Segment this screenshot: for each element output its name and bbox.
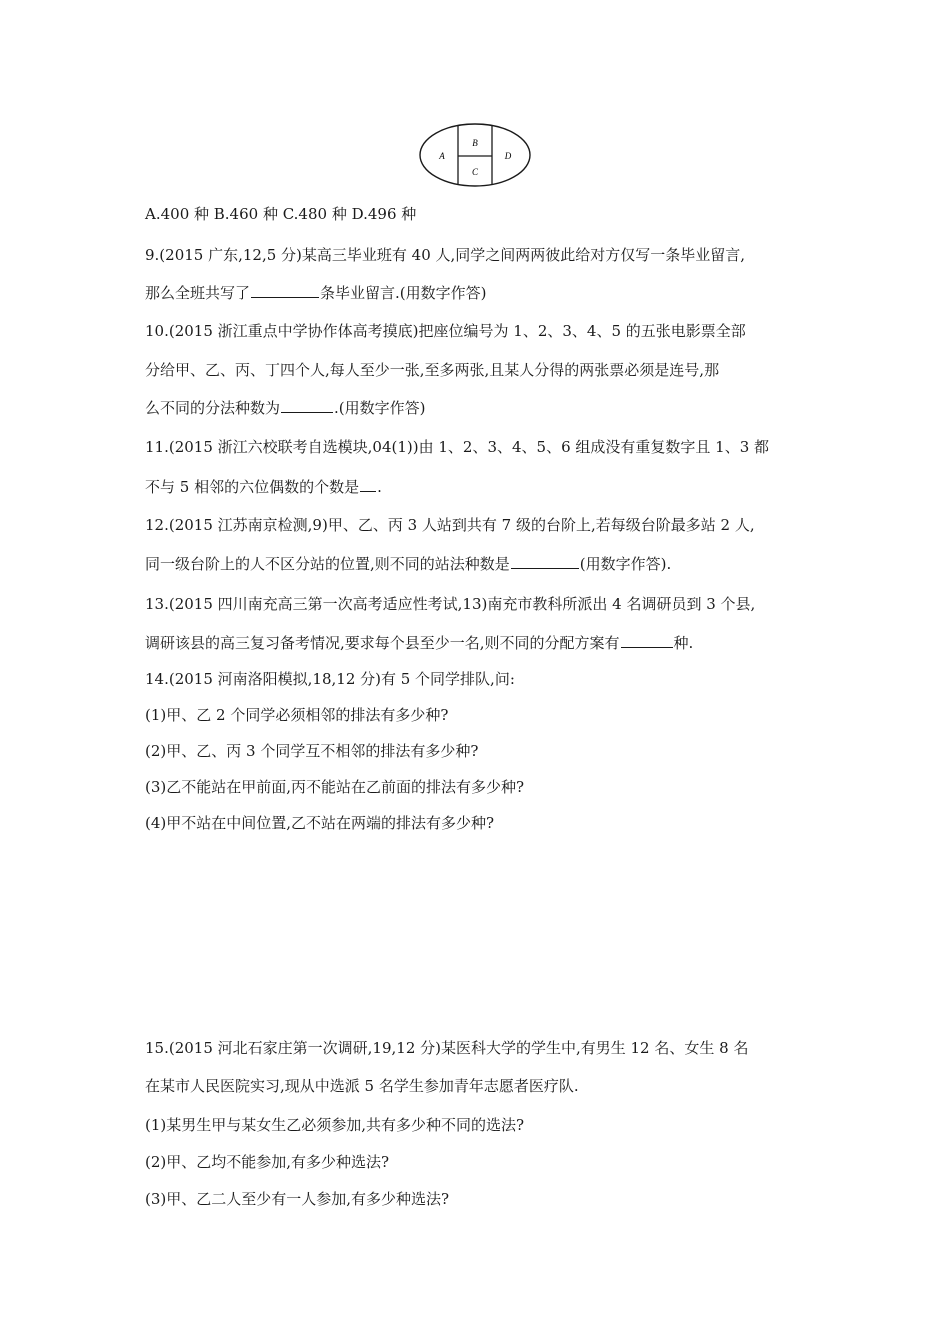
- q14-part-1: (1)甲、乙 2 个同学必须相邻的排法有多少种?: [145, 706, 449, 724]
- q10-line-2: 分给甲、乙、丙、丁四个人,每人至少一张,至多两张,且某人分得的两张票必须是连号,那: [145, 361, 720, 379]
- q12-line-2: [145, 554, 671, 574]
- q10-line-3: [145, 398, 426, 418]
- region-label-a: A: [439, 151, 445, 161]
- q15-line-1: 15.(2015 河北石家庄第一次调研,19,12 分)某医科大学的学生中,有男生 12 名、女生 8 名: [145, 1039, 749, 1057]
- q9-line-2-pre: 那么全班共写了: [145, 284, 251, 302]
- q14-part-3: (3)乙不能站在甲前面,丙不能站在乙前面的排法有多少种?: [145, 778, 525, 796]
- q9-answer-blank: [251, 283, 319, 298]
- q14-part-2: (2)甲、乙、丙 3 个同学互不相邻的排法有多少种?: [145, 742, 479, 760]
- q12-line-2-post: (用数字作答).: [579, 555, 672, 573]
- q10-line-3-post: .(用数字作答): [334, 399, 426, 417]
- region-label-d: D: [504, 151, 512, 161]
- q15-part-3: (3)甲、乙二人至少有一人参加,有多少种选法?: [145, 1190, 450, 1208]
- q8-options: A.400 种 B.460 种 C.480 种 D.496 种: [145, 205, 417, 223]
- q9-line-1: 9.(2015 广东,12,5 分)某高三毕业班有 40 人,同学之间两两彼此给对方仅写一条毕业留言,: [145, 246, 746, 264]
- q11-line-2-post: .: [377, 478, 382, 496]
- q13-line-1: 13.(2015 四川南充高三第一次高考适应性考试,13)南充市教科所派出 4 名调研员到 3 个县,: [145, 595, 756, 613]
- q13-line-2-pre: 调研该县的高三复习备考情况,要求每个县至少一名,则不同的分配方案有: [145, 634, 620, 652]
- q10-answer-blank: [281, 398, 333, 413]
- q13-line-2: [145, 633, 693, 653]
- q12-line-1: 12.(2015 江苏南京检测,9)甲、乙、丙 3 人站到共有 7 级的台阶上,若每级台阶最多站 2 人,: [145, 516, 755, 534]
- region-label-c: C: [471, 167, 479, 177]
- q11-answer-blank: [360, 477, 376, 492]
- q15-line-2: 在某市人民医院实习,现从中选派 5 名学生参加青年志愿者医疗队.: [145, 1077, 579, 1095]
- q15-part-1: (1)某男生甲与某女生乙必须参加,共有多少种不同的选法?: [145, 1116, 525, 1134]
- q9-line-2-post: 条毕业留言.(用数字作答): [320, 284, 487, 302]
- q11-line-2-pre: 不与 5 相邻的六位偶数的个数是: [145, 478, 360, 496]
- q12-answer-blank: [511, 554, 579, 569]
- q13-line-2-post: 种.: [673, 634, 694, 652]
- region-label-b: B: [472, 138, 478, 148]
- q15-part-2: (2)甲、乙均不能参加,有多少种选法?: [145, 1153, 390, 1171]
- q10-line-3-pre: 么不同的分法种数为: [145, 399, 281, 417]
- q11-line-2: [145, 477, 382, 497]
- q13-answer-blank: [621, 633, 673, 648]
- q12-line-2-pre: 同一级台阶上的人不区分站的位置,则不同的站法种数是: [145, 555, 510, 573]
- q11-line-1: 11.(2015 浙江六校联考自选模块,04(1))由 1、2、3、4、5、6 组成没有重复数字且 1、3 都: [145, 438, 770, 456]
- q14-stem: 14.(2015 河南洛阳模拟,18,12 分)有 5 个同学排队,问:: [145, 670, 515, 688]
- q10-line-1: 10.(2015 浙江重点中学协作体高考摸底)把座位编号为 1、2、3、4、5 的五张电影票全部: [145, 322, 746, 340]
- region-coloring-diagram: [418, 122, 532, 188]
- q9-line-2: [145, 283, 487, 303]
- q14-part-4: (4)甲不站在中间位置,乙不站在两端的排法有多少种?: [145, 814, 495, 832]
